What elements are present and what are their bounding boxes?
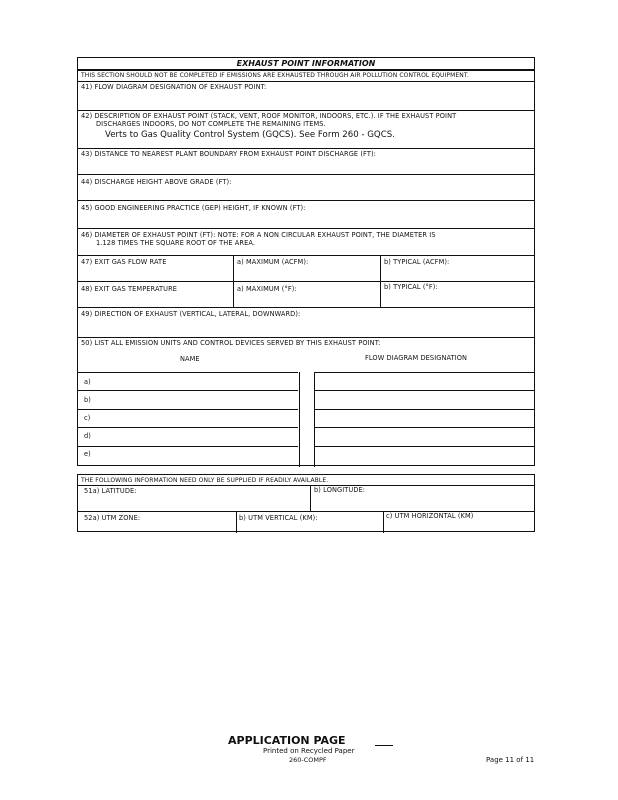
section-notice: THIS SECTION SHOULD NOT BE COMPLETED IF EMISSIONS ARE EXHAUSTED THROUGH AIR POLLUTION CONTROL EQUIPMENT. (81, 72, 469, 79)
q46-label-line2: 1.128 TIMES THE SQUARE ROOT OF THE AREA. (96, 239, 256, 247)
q52a-label: 52a) UTM ZONE: (84, 514, 141, 522)
utm-vertical-field[interactable] (238, 512, 382, 531)
row-label-a: a) (84, 378, 91, 386)
q47a-label: a) MAXIMUM (ACFM): (237, 258, 309, 266)
q48b-field[interactable] (382, 282, 532, 307)
longitude-field[interactable] (312, 486, 534, 510)
q49-label: 49) DIRECTION OF EXHAUST (VERTICAL, LATERAL, DOWNWARD): (81, 310, 301, 318)
q52c-label: c) UTM HORIZONTAL (KM) (386, 512, 474, 520)
form-id: 260-COMPF (289, 756, 327, 764)
row-e-fdd-field[interactable] (316, 447, 533, 465)
q48a-label: a) MAXIMUM (°F): (237, 285, 297, 293)
row-c-fdd-field[interactable] (316, 410, 533, 426)
q42-answer[interactable]: Verts to Gas Quality Control System (GQCS). See Form 260 - GQCS. (105, 130, 395, 140)
q45-field[interactable] (79, 202, 533, 226)
utm-horizontal-field[interactable] (385, 512, 534, 531)
latitude-field[interactable] (79, 486, 309, 510)
row-label-e: e) (84, 450, 91, 458)
q51a-label: 51a) LATITUDE: (84, 487, 137, 495)
q43-field[interactable] (79, 150, 533, 174)
q42-label-line1: 42) DESCRIPTION OF EXHAUST POINT (STACK, VENT, ROOF MONITOR, INDOORS, ETC.). IF THE EXHAUST POINT (81, 112, 457, 120)
row-d-fdd-field[interactable] (316, 428, 533, 445)
row-d-name-field[interactable] (94, 428, 298, 445)
application-page-label: APPLICATION PAGE (228, 734, 346, 747)
q49-field[interactable] (79, 309, 533, 335)
page-indicator: Page 11 of 11 (486, 756, 535, 764)
q44-label: 44) DISCHARGE HEIGHT ABOVE GRADE (FT): (81, 178, 232, 186)
row-b-fdd-field[interactable] (316, 391, 533, 408)
location-form (77, 474, 535, 532)
q48b-label: b) TYPICAL (°F): (384, 283, 438, 291)
row-b-name-field[interactable] (94, 391, 298, 408)
q41-field[interactable] (79, 83, 533, 110)
recycled-paper-note: Printed on Recycled Paper (263, 747, 355, 755)
form-title: EXHAUST POINT INFORMATION (236, 59, 376, 68)
page-number-blank (375, 745, 393, 746)
q52b-label: b) UTM VERTICAL (KM): (239, 514, 318, 522)
utm-zone-field[interactable] (79, 512, 235, 531)
q48-label: 48) EXIT GAS TEMPERATURE (81, 285, 178, 293)
row-label-d: d) (84, 432, 91, 440)
q41-label: 41) FLOW DIAGRAM DESIGNATION OF EXHAUST POINT: (81, 83, 267, 91)
row-label-b: b) (84, 396, 91, 404)
q47-label: 47) EXIT GAS FLOW RATE (81, 258, 167, 266)
exhaust-point-form (77, 57, 535, 466)
row-label-c: c) (84, 414, 91, 422)
q51b-label: b) LONGITUDE: (314, 486, 366, 494)
optional-info-notice: THE FOLLOWING INFORMATION NEED ONLY BE SUPPLIED IF READILY AVAILABLE. (81, 477, 329, 484)
q42-label-line2: DISCHARGES INDOORS, DO NOT COMPLETE THE REMAINING ITEMS. (96, 120, 326, 128)
row-a-name-field[interactable] (94, 373, 298, 389)
q46-label-line1: 46) DIAMETER OF EXHAUST POINT (FT): NOTE: FOR A NON CIRCULAR EXHAUST POINT, THE DIAMETER IS (81, 231, 436, 239)
q47b-field[interactable] (382, 256, 532, 281)
row-a-fdd-field[interactable] (316, 373, 533, 389)
q44-field[interactable] (79, 176, 533, 200)
row-c-name-field[interactable] (94, 410, 298, 426)
row-e-name-field[interactable] (94, 447, 298, 465)
col-header-flow-diagram-designation: FLOW DIAGRAM DESIGNATION (365, 354, 468, 362)
q50-label: 50) LIST ALL EMISSION UNITS AND CONTROL DEVICES SERVED BY THIS EXHAUST POINT: (81, 339, 381, 347)
q47b-label: b) TYPICAL (ACFM): (384, 258, 450, 266)
q48a-field[interactable] (235, 282, 379, 307)
col-header-name: NAME (180, 355, 200, 363)
q45-label: 45) GOOD ENGINEERING PRACTICE (GEP) HEIGHT, IF KNOWN (FT): (81, 204, 306, 212)
q43-label: 43) DISTANCE TO NEAREST PLANT BOUNDARY FROM EXHAUST POINT DISCHARGE (FT): (81, 150, 376, 158)
q47a-field[interactable] (235, 256, 379, 281)
